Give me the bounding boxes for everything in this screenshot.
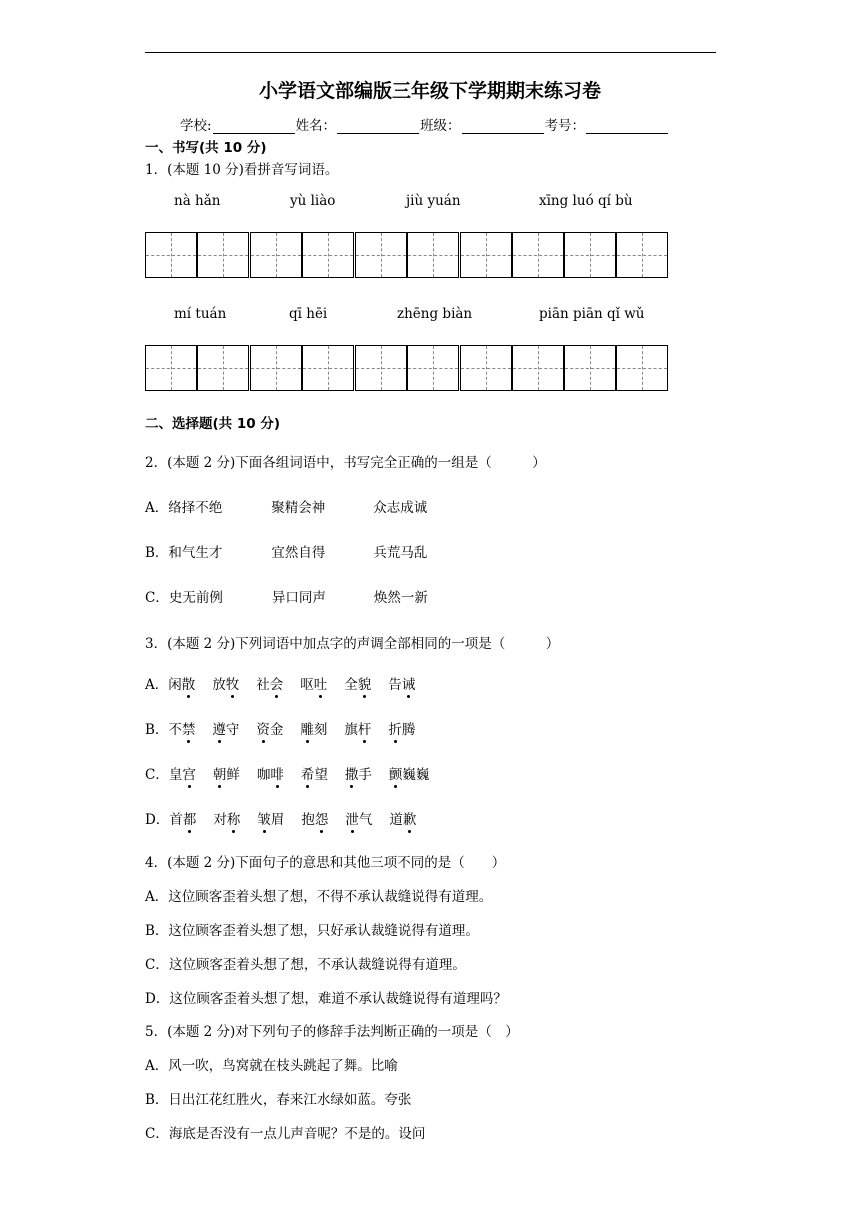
exam-no-field[interactable] [586,119,668,134]
q1-prompt: 1．(本题 10 分)看拼音写词语。 [145,162,339,178]
name-label: 姓名： [295,118,337,134]
pinyin-3: jiù yuán [406,193,461,209]
q2-prompt: 2．(本题 2 分)下面各组词语中，书写完全正确的一组是（ ） [145,455,546,471]
q5-option-a[interactable]: A．风一吹，鸟窝就在枝头跳起了舞。比喻 [145,1058,398,1074]
q3-prompt: 3．(本题 2 分)下列词语中加点字的声调全部相同的一项是（ ） [145,636,560,652]
q5-option-c[interactable]: C．海底是否没有一点儿声音呢？不是的。设问 [145,1126,426,1142]
section2-heading: 二、选择题(共 10 分) [145,416,281,432]
exam-no-label: 考号： [544,118,586,134]
q4-option-d[interactable]: D．这位顾客歪着头想了想，难道不承认裁缝说得有道理吗？ [145,991,507,1007]
pinyin-1: nà hǎn [174,193,221,209]
header-rule [145,52,716,53]
q3-option-b[interactable]: B．不禁 遵守 资金 雕刻 旗杆 折腾 [145,718,432,738]
pinyin-4: xīng luó qí bù [539,193,633,209]
q2-option-b[interactable]: B．和气生才 宜然自得 兵荒马乱 [145,545,428,561]
school-label: 学校: [180,118,212,134]
school-field[interactable] [213,119,295,134]
pinyin-8: piān piān qǐ wǔ [539,306,645,322]
page-title: 小学语文部编版三年级下学期期末练习卷 [258,80,601,102]
pinyin-5: mí tuán [174,306,227,322]
q4-option-b[interactable]: B．这位顾客歪着头想了想，只好承认裁缝说得有道理。 [145,923,479,939]
q3-option-c[interactable]: C．皇宫 朝鲜 咖啡 希望 撒手 颤巍巍 [145,763,446,783]
pinyin-6: qī hēi [289,306,328,322]
q4-prompt: 4．(本题 2 分)下面句子的意思和其他三项不同的是（ ） [145,855,506,871]
q2-option-c[interactable]: C．史无前例 异口同声 焕然一新 [145,590,428,606]
q5-option-b[interactable]: B．日出江花红胜火，春来江水绿如蓝。夸张 [145,1092,412,1108]
q4-option-c[interactable]: C．这位顾客歪着头想了想，不承认裁缝说得有道理。 [145,957,466,973]
pinyin-7: zhēng biàn [397,306,473,322]
pinyin-2: yù liào [290,193,336,209]
q3-option-d[interactable]: D．首都 对称 皱眉 抱怨 泄气 道歉 [145,808,433,828]
q3-option-a[interactable]: A．闲散 放牧 社会 呕吐 全貌 告诫 [145,673,432,693]
class-field[interactable] [462,119,544,134]
q2-option-a[interactable]: A．络择不绝 聚精会神 众志成诚 [145,500,428,516]
name-field[interactable] [337,119,419,134]
class-label: 班级： [420,118,461,134]
section1-heading: 一、书写(共 10 分) [145,140,267,156]
q4-option-a[interactable]: A．这位顾客歪着头想了想，不得不承认裁缝说得有道理。 [145,889,493,905]
student-info-line [180,114,669,134]
q5-prompt: 5．(本题 2 分)对下列句子的修辞手法判断正确的一项是（ ） [145,1024,519,1040]
